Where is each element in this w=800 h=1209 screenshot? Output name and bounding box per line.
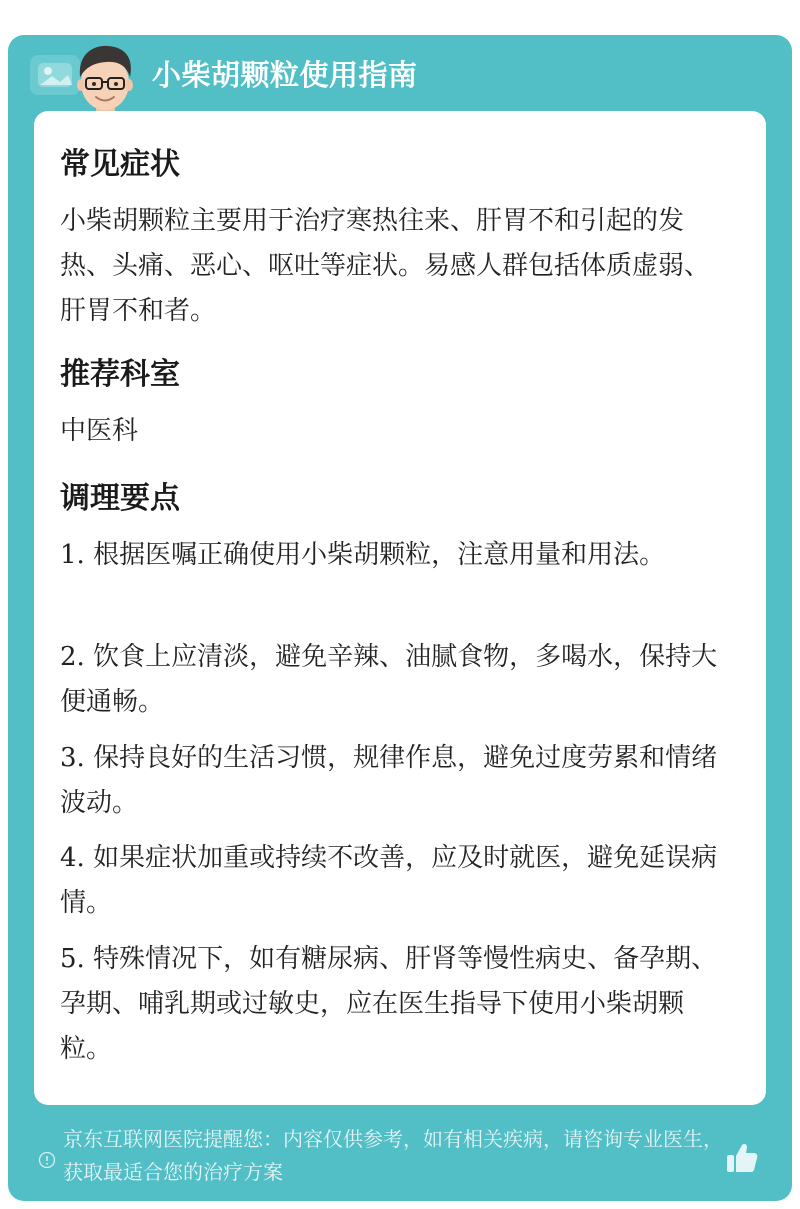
- care-item-5: [60, 937, 730, 1072]
- care-item-1: [60, 533, 730, 578]
- care-item-number: 2.: [60, 642, 85, 672]
- symptoms-text: 小柴胡颗粒主要用于治疗寒热往来、肝胃不和引起的发热、头痛、恶心、呕吐等症状。易感人群包括体质虚弱、肝胃不和者。: [60, 206, 711, 326]
- care-item-number: 1.: [60, 540, 85, 570]
- thumbs-up-icon[interactable]: [724, 1140, 760, 1176]
- footer-disclaimer: [8, 1120, 792, 1201]
- care-item-text: 根据医嘱正确使用小柴胡颗粒，注意用量和用法。: [93, 540, 666, 570]
- care-item-number: 5.: [60, 944, 85, 974]
- care-item-text: 特殊情况下，如有糖尿病、肝肾等慢性病史、备孕期、孕期、哺乳期或过敏史，应在医生指导下使用小柴胡颗粒。: [60, 944, 718, 1064]
- content-card: [34, 111, 766, 1105]
- department-text: 中医科: [60, 416, 139, 446]
- section-title-care: 调理要点: [60, 481, 180, 516]
- footer-text: 京东互联网医院提醒您：内容仅供参考，如有相关疾病，请咨询专业医生，获取最适合您的治疗方案: [63, 1127, 723, 1184]
- care-item-text: 饮食上应清淡，避免辛辣、油腻食物，多喝水，保持大便通畅。: [60, 642, 718, 717]
- care-item-2: [60, 635, 730, 725]
- care-item-text: 如果症状加重或持续不改善，应及时就医，避免延误病情。: [60, 843, 718, 918]
- care-item-number: 4.: [60, 843, 85, 873]
- care-item-3: [60, 736, 730, 826]
- care-item-4: [60, 836, 730, 926]
- section-title-symptoms: 常见症状: [60, 147, 180, 182]
- info-icon: [38, 1151, 56, 1169]
- page-title: 小柴胡颗粒使用指南: [152, 58, 418, 92]
- section-title-department: 推荐科室: [60, 357, 180, 392]
- care-item-number: 3.: [60, 743, 85, 773]
- care-item-text: 保持良好的生活习惯，规律作息，避免过度劳累和情绪波动。: [60, 743, 718, 818]
